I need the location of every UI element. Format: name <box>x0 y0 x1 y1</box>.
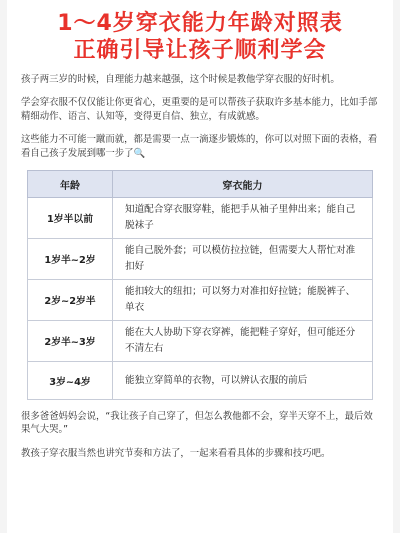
table-row <box>28 362 373 400</box>
title-line-1: 1～4岁穿衣能力年龄对照表 <box>57 11 343 36</box>
method-paragraph: 教孩子穿衣服当然也讲究节奏和方法了，一起来看看具体的步骤和技巧吧。 <box>21 447 331 459</box>
ability-cell: 能独立穿简单的衣物，可以辨认衣服的前后 <box>113 362 373 400</box>
age-cell: 1岁半以前 <box>28 198 113 239</box>
intro-paragraph: 孩子两三岁的时候，自理能力越来越强，这个时候是教他学穿衣服的好时机。 <box>21 74 340 85</box>
table-row <box>28 280 373 321</box>
title-line-2: 正确引导让孩子顺利学会 <box>73 38 327 63</box>
header-age: 年龄 <box>28 171 113 198</box>
table-row <box>28 239 373 280</box>
ability-cell: 知道配合穿衣服穿鞋，能把手从袖子里伸出来；能自己脱袜子 <box>113 198 373 239</box>
age-cell: 2岁~2岁半 <box>28 280 113 321</box>
parents-quote-paragraph: 很多爸爸妈妈会说，“我让孩子自己穿了，但怎么教他都不会，穿半天穿不上，最后效果气大哭。” <box>21 411 373 436</box>
age-cell: 2岁半~3岁 <box>28 321 113 362</box>
table-header-row <box>28 171 373 198</box>
ability-table <box>27 170 373 400</box>
ability-cell: 能自己脱外套；可以模仿拉拉链，但需要大人帮忙对准扣好 <box>113 239 373 280</box>
header-ability: 穿衣能力 <box>113 171 373 198</box>
age-cell: 1岁半~2岁 <box>28 239 113 280</box>
age-cell: 3岁~4岁 <box>28 362 113 400</box>
table-row <box>28 321 373 362</box>
table-intro-paragraph: 这些能力不可能一蹴而就，都是需要一点一滴逐步锻炼的，你可以对照下面的表格，看看自己孩子发展到哪一步了🔍 <box>21 134 378 159</box>
table-row <box>28 198 373 239</box>
ability-cell: 能扣较大的纽扣；可以努力对准扣好拉链；能脱裤子、单衣 <box>113 280 373 321</box>
article-page <box>7 0 393 533</box>
ability-cell: 能在大人协助下穿衣穿裤，能把鞋子穿好，但可能还分不清左右 <box>113 321 373 362</box>
page-title <box>21 10 379 64</box>
benefits-paragraph: 学会穿衣服不仅仅能让你更省心，更重要的是可以帮孩子获取许多基本能力，比如手部精细动作、语言、认知等，变得更自信、独立，有成就感。 <box>21 97 378 122</box>
ability-table-container <box>27 170 373 400</box>
